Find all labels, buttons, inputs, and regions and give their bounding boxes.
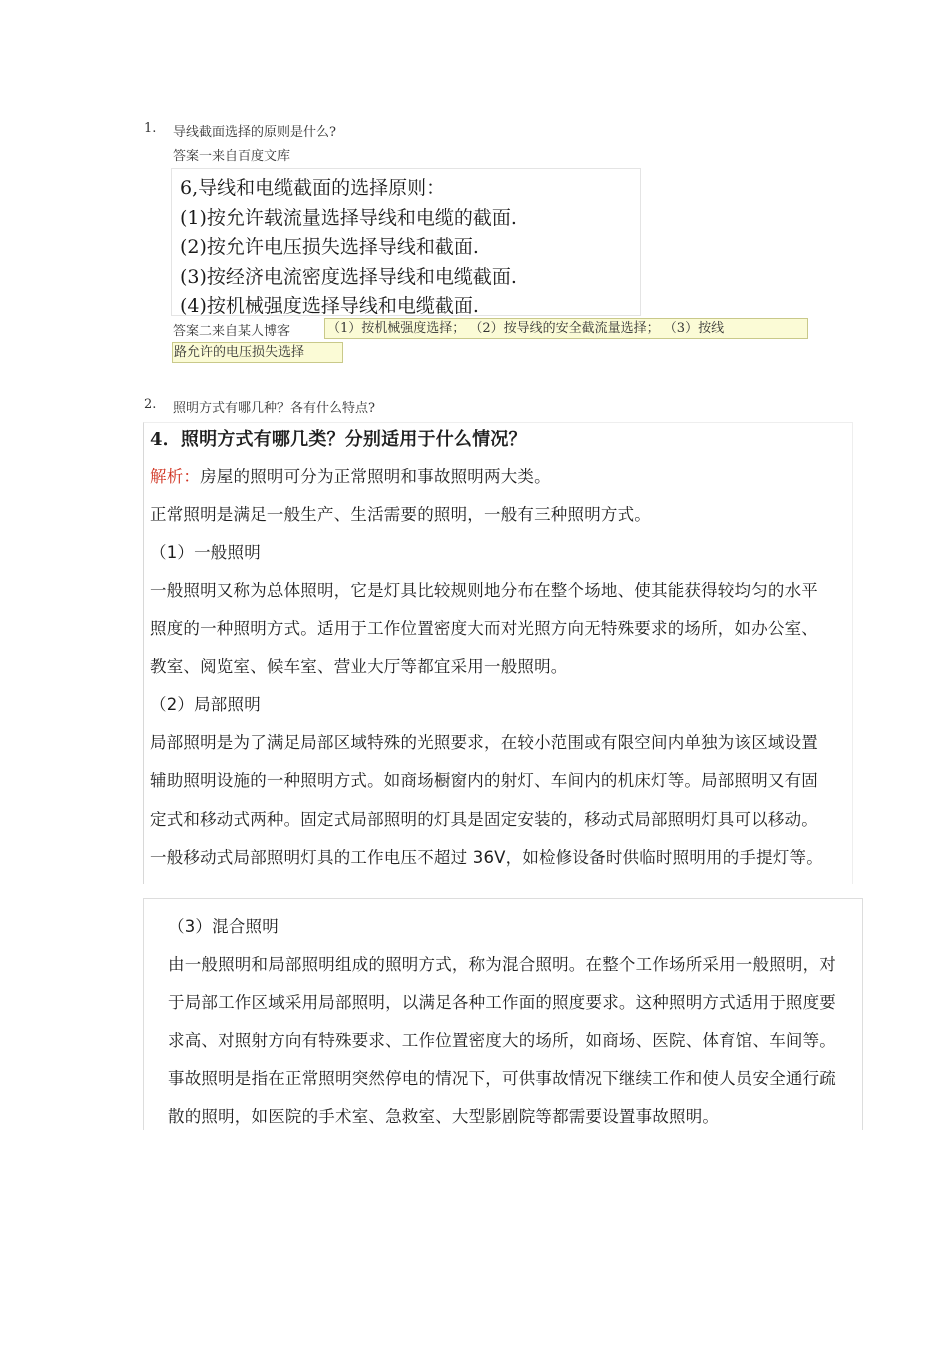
text-line: 由一般照明和局部照明组成的照明方式，称为混合照明。在整个工作场所采用一般照明，对 [168, 955, 836, 974]
image-line: (1)按允许载流量选择导线和电缆的截面. [180, 207, 517, 229]
text-line: 一般移动式局部照明灯具的工作电压不超过 36V，如检修设备时供临时照明用的手提灯等。 [150, 848, 823, 867]
answer-2-highlight-line-1: （1）按机械强度选择； （2）按导线的安全截流量选择； （3）按线 [324, 318, 808, 339]
image-heading: 4．照明方式有哪几类？分别适用于什么情况？ [150, 429, 527, 450]
text-line: 正常照明是满足一般生产、生活需要的照明，一般有三种照明方式。 [150, 505, 651, 524]
image-line: (4)按机械强度选择导线和电缆截面. [180, 295, 479, 317]
answer-2-highlight-line-2: 路允许的电压损失选择 [172, 342, 343, 363]
text-line: 照度的一种照明方式。适用于工作位置密度大而对光照方向无特殊要求的场所，如办公室、 [150, 619, 818, 638]
text-line: 于局部工作区域采用局部照明，以满足各种工作面的照度要求。这种照明方式适用于照度要 [168, 993, 836, 1012]
image-line: 6,导线和电缆截面的选择原则： [180, 177, 446, 199]
text-line: 一般照明又称为总体照明，它是灯具比较规则地分布在整个场地、使其能获得较均匀的水平 [150, 581, 818, 600]
image-line: (3)按经济电流密度选择导线和电缆截面. [180, 266, 517, 288]
subheading-mixed: （3）混合照明 [168, 917, 279, 936]
question-1-text: 导线截面选择的原则是什么? [173, 125, 336, 140]
question-1-number: 1. [144, 121, 157, 136]
text-line: 辅助照明设施的一种照明方式。如商场橱窗内的射灯、车间内的机床灯等。局部照明又有固 [150, 771, 818, 790]
text-line: 求高、对照射方向有特殊要求、工作位置密度大的场所，如商场、医院、体育馆、车间等。 [168, 1031, 836, 1050]
answer-2-source: 答案二来自某人博客 [173, 324, 291, 339]
subheading-general: （1）一般照明 [150, 543, 261, 562]
text-line: 事故照明是指在正常照明突然停电的情况下，可供事故情况下继续工作和使人员安全通行疏 [168, 1069, 836, 1088]
analysis-label: 解析： [150, 467, 201, 486]
question-2-number: 2. [144, 397, 157, 412]
answer-image-part-2 [143, 898, 863, 1130]
answer-1-image [171, 168, 641, 316]
question-2-text: 照明方式有哪几种？各有什么特点? [173, 401, 375, 416]
answer-1-source: 答案一来自百度文库 [173, 149, 291, 164]
analysis-text: 房屋的照明可分为正常照明和事故照明两大类。 [200, 467, 551, 486]
text-line: 定式和移动式两种。固定式局部照明的灯具是固定安装的，移动式局部照明灯具可以移动。 [150, 810, 818, 829]
text-line: 局部照明是为了满足局部区域特殊的光照要求，在较小范围或有限空间内单独为该区域设置 [150, 733, 818, 752]
subheading-local: （2）局部照明 [150, 695, 261, 714]
image-line: (2)按允许电压损失选择导线和截面. [180, 236, 479, 258]
answer-image-part-1 [143, 422, 853, 884]
analysis-line [150, 463, 551, 487]
text-line: 散的照明，如医院的手术室、急救室、大型影剧院等都需要设置事故照明。 [168, 1107, 720, 1126]
text-line: 教室、阅览室、候车室、营业大厅等都宜采用一般照明。 [150, 657, 568, 676]
